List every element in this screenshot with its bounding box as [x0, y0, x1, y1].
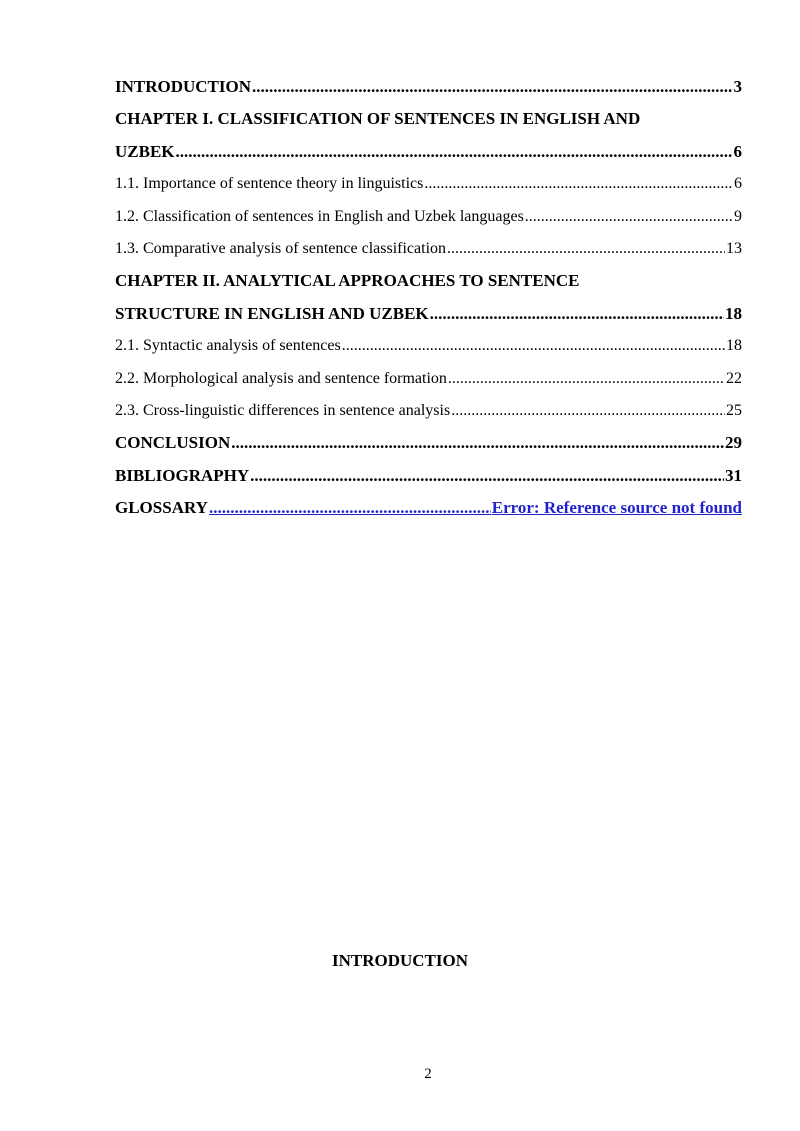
toc-entry-title: GLOSSARY: [115, 498, 208, 518]
toc-entry-introduction[interactable]: [115, 71, 742, 103]
page-number: 2: [424, 1066, 432, 1082]
toc-entry-page: 25: [726, 401, 742, 419]
toc-entry-page: 22: [726, 369, 742, 387]
toc-entry-page: 13: [726, 239, 742, 257]
toc-dot-leader: [448, 363, 725, 395]
toc-entry-title: CONCLUSION: [115, 433, 231, 453]
toc-entry-section-1-1[interactable]: [115, 168, 742, 200]
toc-dot-leader: [250, 460, 724, 492]
toc-entry-glossary[interactable]: [115, 492, 742, 524]
toc-entry-page: 31: [725, 465, 742, 485]
toc-entry-page: 18: [725, 303, 742, 323]
toc-entry-title: 1.1. Importance of sentence theory in linguistics: [115, 175, 424, 193]
toc-entry-chapter2-line1[interactable]: CHAPTER II. ANALYTICAL APPROACHES TO SENTENCE: [115, 271, 580, 291]
toc-entry-page: 6: [733, 141, 742, 161]
toc-entry-page: 6: [734, 175, 742, 193]
toc-entry-chapter1-line1[interactable]: CHAPTER I. CLASSIFICATION OF SENTENCES IN ENGLISH AND: [115, 109, 641, 129]
toc-entry-conclusion[interactable]: [115, 427, 742, 459]
toc-dot-leader: [430, 298, 724, 330]
reference-error-text: Error: Reference source not found: [491, 498, 742, 518]
toc-entry-section-2-3[interactable]: [115, 395, 742, 427]
toc-entry-title: BIBLIOGRAPHY: [115, 465, 250, 485]
toc-entry-title: 2.2. Morphological analysis and sentence formation: [115, 369, 447, 387]
glossary-broken-reference-link[interactable]: [208, 492, 742, 524]
toc-entry-page: 29: [725, 433, 742, 453]
toc-dot-leader: [176, 136, 733, 168]
toc-dot-leader: [231, 427, 724, 459]
toc-dot-leader: [447, 233, 725, 265]
toc-entry-title: 1.2. Classification of sentences in English and Uzbek languages: [115, 207, 524, 225]
toc-entry-chapter2[interactable]: [115, 298, 742, 330]
toc-dot-leader: [209, 492, 491, 524]
toc-dot-leader: [451, 395, 725, 427]
toc-dot-leader: [252, 71, 732, 103]
toc-dot-leader: [525, 201, 733, 233]
toc-entry-title: 2.1. Syntactic analysis of sentences: [115, 337, 341, 355]
toc-entry-title: STRUCTURE IN ENGLISH AND UZBEK: [115, 303, 429, 323]
toc-entry-title: INTRODUCTION: [115, 77, 252, 96]
toc-entry-title: 2.3. Cross-linguistic differences in sentence analysis: [115, 401, 451, 419]
toc-entry-section-1-2[interactable]: [115, 201, 742, 233]
toc-entry-section-1-3[interactable]: [115, 233, 742, 265]
toc-entry-section-2-1[interactable]: [115, 330, 742, 362]
toc-entry-page: 3: [733, 77, 742, 96]
toc-dot-leader: [424, 168, 733, 200]
toc-entry-bibliography[interactable]: [115, 460, 742, 492]
toc-entry-page: 18: [726, 337, 742, 355]
toc-entry-section-2-2[interactable]: [115, 363, 742, 395]
introduction-heading: INTRODUCTION: [331, 951, 469, 970]
toc-entry-chapter1[interactable]: [115, 136, 742, 168]
toc-dot-leader: [342, 330, 725, 362]
table-of-contents: [115, 71, 742, 524]
toc-entry-page: 9: [734, 207, 742, 225]
toc-entry-title: 1.3. Comparative analysis of sentence classification: [115, 239, 447, 257]
toc-entry-title: UZBEK: [115, 141, 175, 161]
